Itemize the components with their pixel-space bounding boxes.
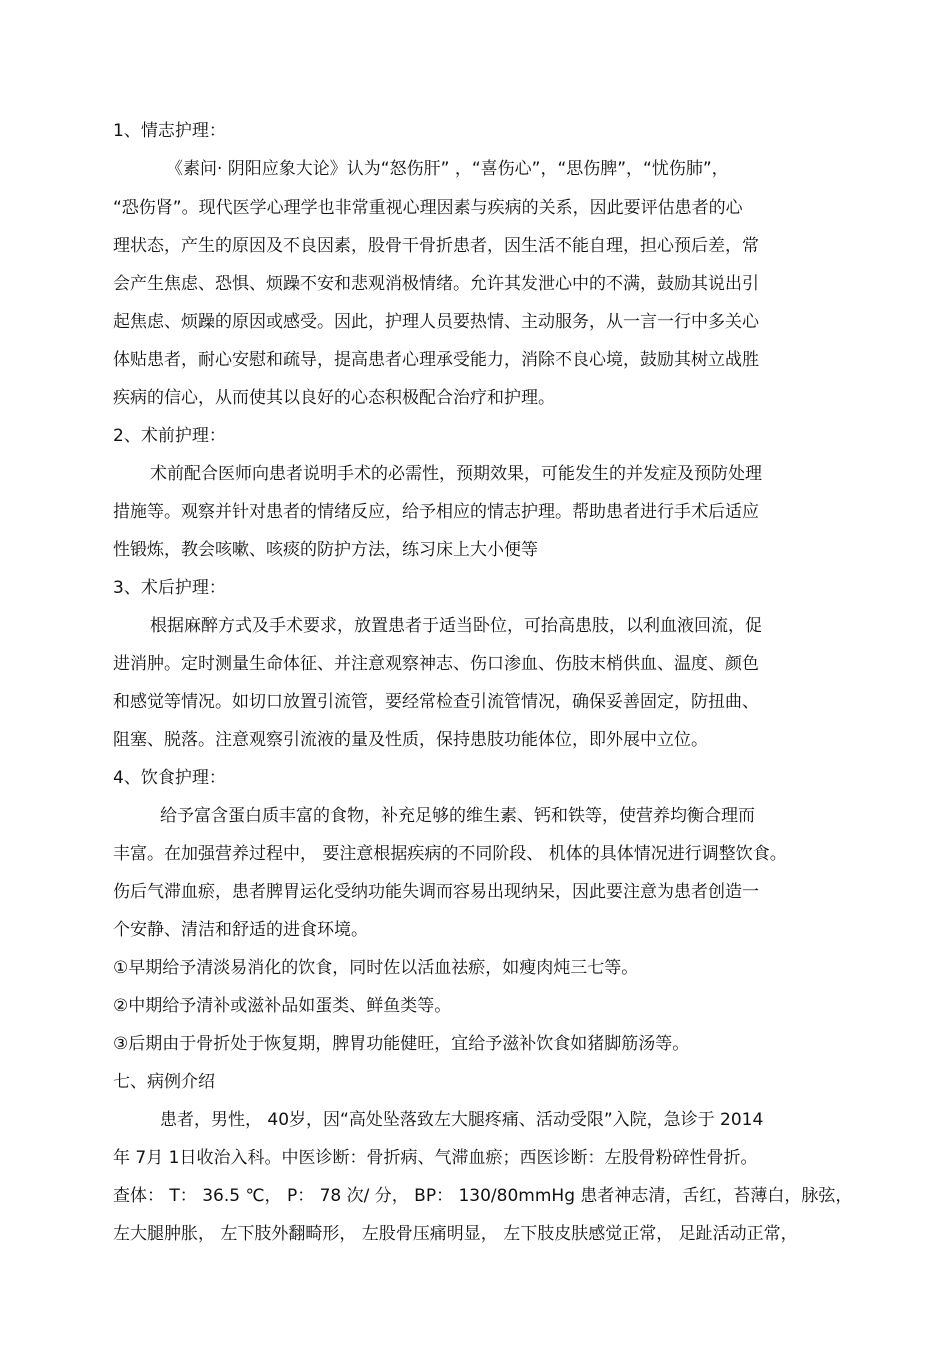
paragraph-line: 会产生焦虑、恐惧、烦躁不安和悲观消极情绪。允许其发泄心中的不满，鼓励其说出引 (113, 274, 759, 294)
paragraph-line: 进消肿。定时测量生命体征、并注意观察神志、伤口渗血、伤肢末梢供血、温度、颜色 (113, 654, 759, 674)
paragraph-line: 和感觉等情况。如切口放置引流管，要经常检查引流管情况，确保妥善固定，防扭曲、 (113, 692, 759, 712)
section-heading-postoperative-care: 3、术后护理： (113, 578, 226, 598)
paragraph-line: 性锻炼，教会咳嗽、咳痰的防护方法，练习床上大小便等 (113, 540, 538, 560)
paragraph-line: 阻塞、脱落。注意观察引流液的量及性质，保持患肢功能体位，即外展中立位。 (113, 730, 708, 750)
paragraph-line: 伤后气滞血瘀，患者脾胃运化受纳功能失调而容易出现纳呆，因此要注意为患者创造一 (113, 882, 759, 902)
list-item: ③后期由于骨折处于恢复期，脾胃功能健旺，宜给予滋补饮食如猪脚筋汤等。 (113, 1034, 690, 1054)
list-item: ②中期给予清补或滋补品如蛋类、鲜鱼类等。 (113, 996, 452, 1016)
paragraph-line: 给予富含蛋白质丰富的食物，补充足够的维生素、钙和铁等，使营养均衡合理而 (160, 806, 755, 826)
list-item: ①早期给予清淡易消化的饮食，同时佐以活血祛瘀，如瘦肉炖三七等。 (113, 958, 639, 978)
paragraph-line: 《素问· 阴阳应象大论》认为“怒伤肝” ，“喜伤心”，“思伤脾”，“忧伤肺”， (166, 159, 729, 179)
paragraph-line: 疾病的信心，从而使其以良好的心态积极配合治疗和护理。 (113, 388, 555, 408)
section-heading-diet-care: 4、饮食护理： (113, 768, 226, 788)
paragraph-line: 术前配合医师向患者说明手术的必需性，预期效果，可能发生的并发症及预防处理 (150, 464, 762, 484)
paragraph-line: 查体： T： 36.5 ℃， P： 78 次/ 分， BP： 130/80mmHg 患者神志清，舌红，苔薄白，脉弦， (113, 1186, 853, 1206)
section-heading-case-introduction: 七、病例介绍 (113, 1072, 215, 1092)
paragraph-line: 起焦虑、烦躁的原因或感受。因此，护理人员要热情、主动服务，从一言一行中多关心 (113, 312, 759, 332)
paragraph-line: 患者，男性， 40岁，因“高处坠落致左大腿疼痛、活动受限”入院，急诊于 2014 (160, 1110, 764, 1130)
paragraph-line: 体贴患者，耐心安慰和疏导，提高患者心理承受能力，消除不良心境，鼓励其树立战胜 (113, 350, 759, 370)
paragraph-line: “恐伤肾”。现代医学心理学也非常重视心理因素与疾病的关系，因此要评估患者的心 (113, 198, 743, 218)
paragraph-line: 年 7月 1日收治入科。中医诊断：骨折病、气滞血瘀；西医诊断：左股骨粉碎性骨折。 (113, 1148, 758, 1168)
section-heading-emotional-care: 1、情志护理： (113, 121, 226, 141)
paragraph-line: 理状态，产生的原因及不良因素，股骨干骨折患者，因生活不能自理，担心预后差，常 (113, 236, 759, 256)
paragraph-line: 措施等。观察并针对患者的情绪反应，给予相应的情志护理。帮助患者进行手术后适应 (113, 502, 759, 522)
paragraph-line: 丰富。在加强营养过程中， 要注意根据疾病的不同阶段、 机体的具体情况进行调整饮食。 (113, 844, 787, 864)
paragraph-line: 根据麻醉方式及手术要求，放置患者于适当卧位，可抬高患肢，以利血液回流，促 (150, 616, 762, 636)
paragraph-line: 左大腿肿胀， 左下肢外翻畸形， 左股骨压痛明显， 左下肢皮肤感觉正常， 足趾活动正常， (113, 1224, 798, 1244)
paragraph-line: 个安静、清洁和舒适的进食环境。 (113, 920, 368, 940)
section-heading-preoperative-care: 2、术前护理： (113, 426, 226, 446)
